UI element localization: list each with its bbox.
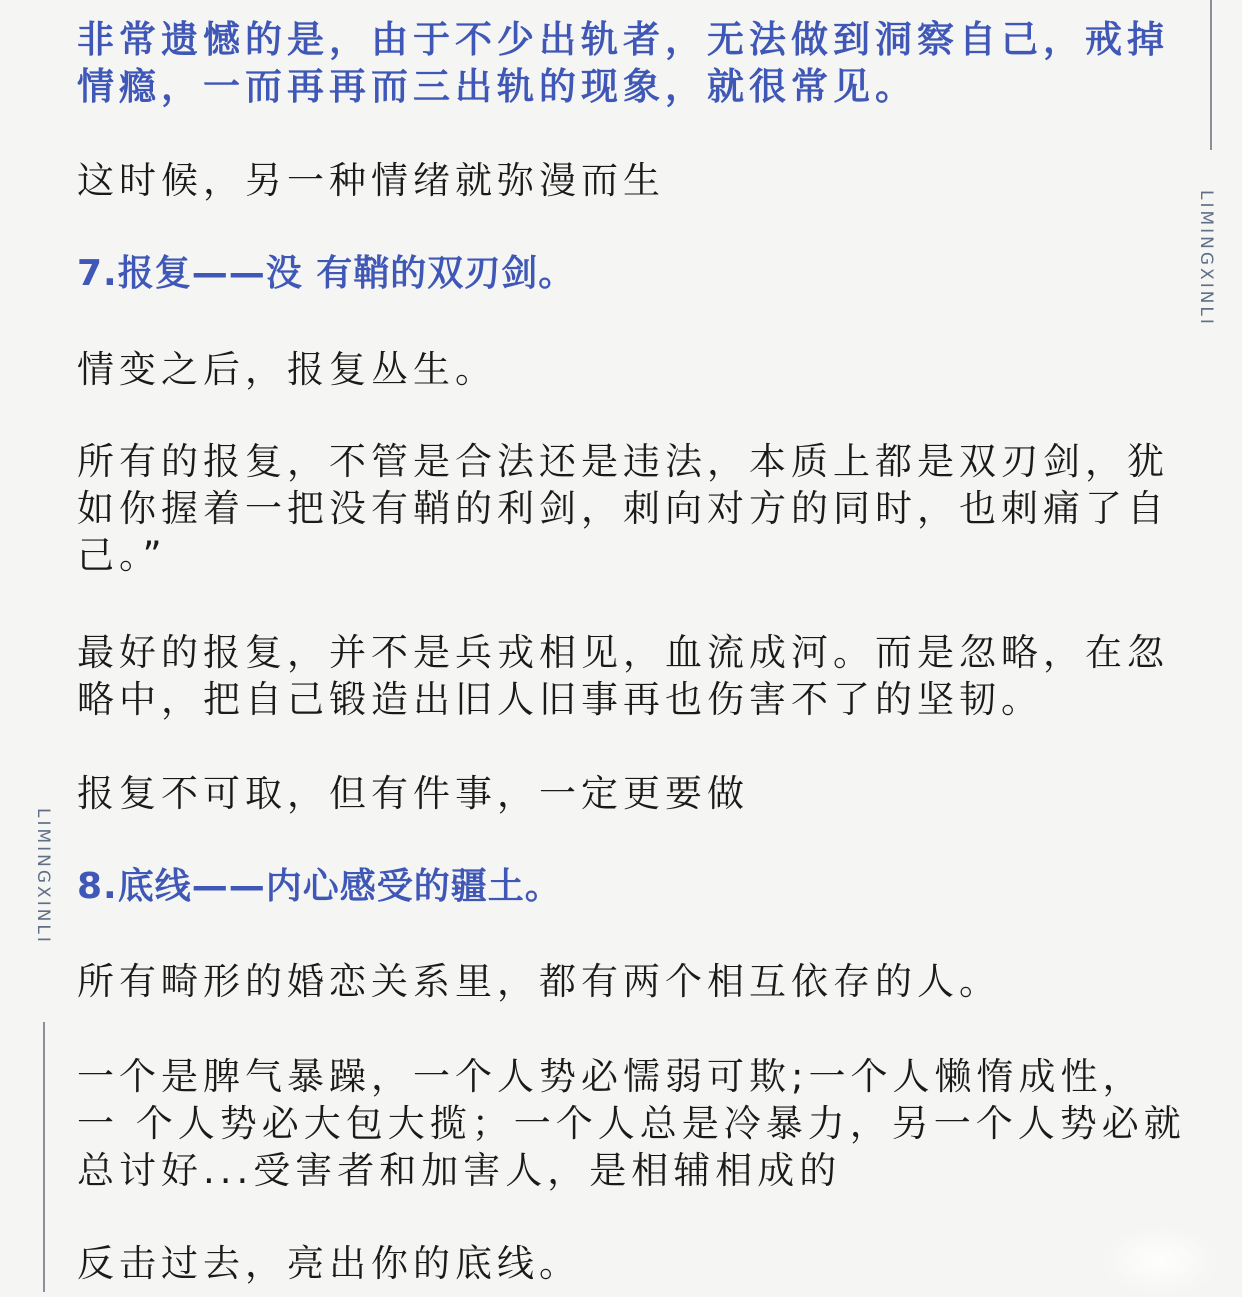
paragraph-transition [77,157,1167,204]
paragraph-double-edged-sword [77,438,1167,579]
text-line: 如你握着一把没有鞘的利剑，刺向对方的同时，也刺痛了自 [77,487,1169,530]
right-divider-line [1210,0,1212,150]
paragraph-revenge-intro [77,346,1167,393]
text-line: 情瘾，一而再再而三出轨的现象，就很常见。 [77,65,917,108]
text-line: 报复不可取，但有件事，一定更要做 [77,772,749,815]
text-line: 所有畸形的婚恋关系里，都有两个相互依存的人。 [77,960,1001,1003]
paragraph-bottom-line [77,1240,1167,1287]
text-line: 反击过去，亮出你的底线。 [77,1242,581,1285]
paragraph-victim-abuser [77,1053,1186,1194]
text-line: 一个是脾气暴躁，一个人势必懦弱可欺;一个人懒惰成性， [77,1055,1145,1098]
text-line: 最好的报复，并不是兵戎相见，血流成河。而是忽略，在忽 [77,631,1169,674]
text-line: 所有的报复，不管是合法还是违法，本质上都是双刃剑，犹 [77,440,1169,483]
section-heading-7 [77,250,1167,297]
text-line: 一 个人势必大包大揽；一个人总是冷暴力，另一个人势必就 [77,1102,1186,1145]
text-line: 非常遗憾的是，由于不少出轨者，无法做到洞察自己，戒掉 [77,18,1169,61]
text-line: 情变之后，报复丛生。 [77,348,497,391]
heading-text: 7.报复——没 有鞘的双刃剑。 [77,253,576,294]
text-line: 总讨好...受害者和加害人，是相辅相成的 [77,1149,842,1192]
paragraph-best-revenge [77,629,1167,723]
text-line: 己。” [77,534,167,577]
text-line: 这时候，另一种情绪就弥漫而生 [77,159,665,202]
corner-watermark-smudge [1100,1225,1220,1297]
side-label-left: LIMINGXINLI [33,808,53,945]
side-label-right: LIMINGXINLI [1196,190,1216,327]
heading-text: 8.底线——内心感受的疆土。 [77,866,562,907]
left-divider-line [43,1022,45,1292]
paragraph-revenge-conclusion [77,770,1167,817]
paragraph-highlight-relapse [77,16,1167,110]
text-line: 略中，把自己锻造出旧人旧事再也伤害不了的坚韧。 [77,678,1043,721]
section-heading-8 [77,863,1167,910]
paragraph-codependence [77,958,1167,1005]
